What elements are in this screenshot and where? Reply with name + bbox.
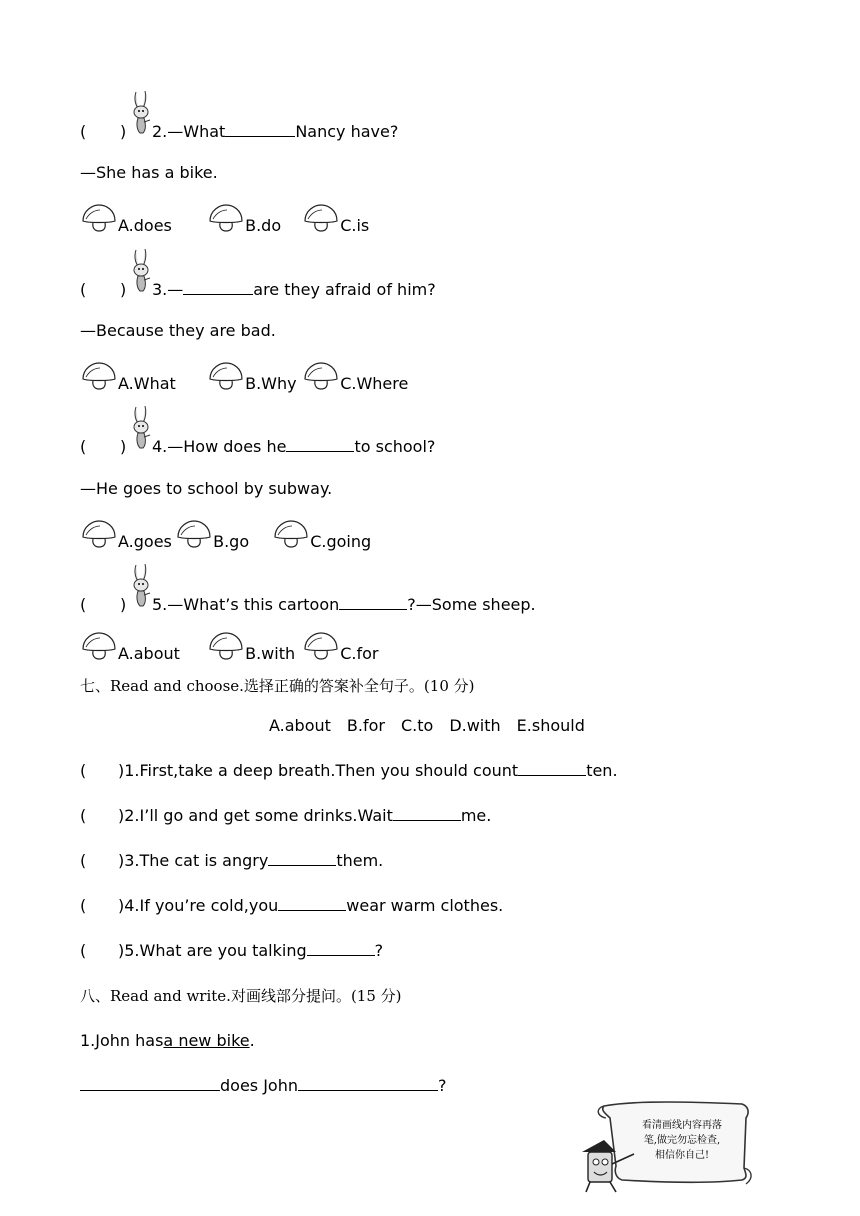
s7-question-5: ( )5.What are you talking ? — [80, 941, 384, 960]
answer-paren[interactable]: ( — [80, 280, 87, 299]
blank[interactable] — [393, 806, 461, 821]
option-a[interactable]: A.goes — [80, 532, 170, 552]
mushroom-icon — [80, 520, 118, 550]
option-b[interactable]: B.go — [175, 532, 267, 552]
blank[interactable] — [518, 761, 586, 776]
option-c[interactable]: C.is — [302, 216, 369, 236]
blank[interactable] — [268, 851, 336, 866]
question-4: ( ) 4.—How does he to school? — [80, 437, 436, 456]
reminder-sign — [576, 1098, 756, 1194]
options-5 — [80, 644, 378, 664]
bank-item: E.should — [516, 716, 585, 735]
mushroom-icon — [80, 204, 118, 234]
answer-line-3: —Because they are bad. — [80, 321, 276, 340]
mushroom-icon — [80, 632, 118, 662]
s8-question-1: 1.John hasa new bike. — [80, 1031, 255, 1050]
word-bank — [269, 716, 601, 736]
answer-paren[interactable]: ( — [80, 806, 87, 825]
section-8-heading: 八、Read and write.对画线部分提问。(15 分) — [80, 987, 402, 1005]
mushroom-icon — [207, 362, 245, 392]
section-7-heading: 七、Read and choose.选择正确的答案补全句子。(10 分) — [80, 677, 475, 695]
bank-item: B.for — [346, 716, 385, 735]
blank[interactable] — [286, 437, 354, 452]
question-3: ( ) 3.— are they afraid of him? — [80, 280, 436, 299]
option-a[interactable]: A.about — [80, 644, 202, 664]
bank-item: A.about — [269, 716, 331, 735]
mushroom-icon — [80, 362, 118, 392]
mushroom-icon — [207, 632, 245, 662]
option-c[interactable]: C.going — [272, 532, 371, 552]
s8-answer-line: does John ? — [80, 1076, 447, 1096]
blank[interactable] — [307, 941, 375, 956]
mushroom-icon — [175, 520, 213, 550]
s7-question-2: ( )2.I’ll go and get some drinks.Wait me. — [80, 806, 492, 825]
s7-question-4: ( )4.If you’re cold,you wear warm clothes. — [80, 896, 504, 915]
blank[interactable] — [278, 896, 346, 911]
options-4 — [80, 532, 371, 552]
mushroom-icon — [302, 362, 340, 392]
option-b[interactable]: B.with — [207, 644, 297, 664]
answer-paren[interactable]: ( — [80, 941, 87, 960]
underlined-phrase: a new bike — [163, 1031, 250, 1050]
mushroom-icon — [272, 520, 310, 550]
mushroom-icon — [302, 632, 340, 662]
answer-paren[interactable]: ( — [80, 122, 87, 141]
answer-paren[interactable]: ( — [80, 761, 87, 780]
option-a[interactable]: A.does — [80, 216, 202, 236]
answer-paren[interactable]: ( — [80, 437, 87, 456]
blank[interactable] — [80, 1076, 220, 1091]
blank[interactable] — [339, 595, 407, 610]
s7-question-3: ( )3.The cat is angry them. — [80, 851, 384, 870]
options-2 — [80, 216, 369, 236]
option-c[interactable]: C.for — [302, 644, 378, 664]
reminder-text: 看清画线内容再落 笔,做完勿忘检查, 相信你自己! — [642, 1120, 722, 1161]
question-2: ( ) 2.—What Nancy have? — [80, 122, 399, 141]
blank[interactable] — [298, 1076, 438, 1091]
s7-question-1: ( )1.First,take a deep breath.Then you should count ten. — [80, 761, 618, 780]
option-c[interactable]: C.Where — [302, 374, 408, 394]
answer-paren[interactable]: ( — [80, 851, 87, 870]
bank-item: C.to — [400, 716, 434, 735]
question-5: ( ) 5.—What’s this cartoon ?—Some sheep. — [80, 595, 536, 614]
answer-paren[interactable]: ( — [80, 896, 87, 915]
option-b[interactable]: B.do — [207, 216, 297, 236]
mushroom-icon — [207, 204, 245, 234]
blank[interactable] — [225, 122, 295, 137]
blank[interactable] — [183, 280, 253, 295]
option-a[interactable]: A.What — [80, 374, 202, 394]
mushroom-icon — [302, 204, 340, 234]
bank-item: D.with — [449, 716, 501, 735]
options-3 — [80, 374, 408, 394]
answer-line-2: —She has a bike. — [80, 163, 218, 182]
answer-paren[interactable]: ( — [80, 595, 87, 614]
option-b[interactable]: B.Why — [207, 374, 297, 394]
answer-line-4: —He goes to school by subway. — [80, 479, 333, 498]
